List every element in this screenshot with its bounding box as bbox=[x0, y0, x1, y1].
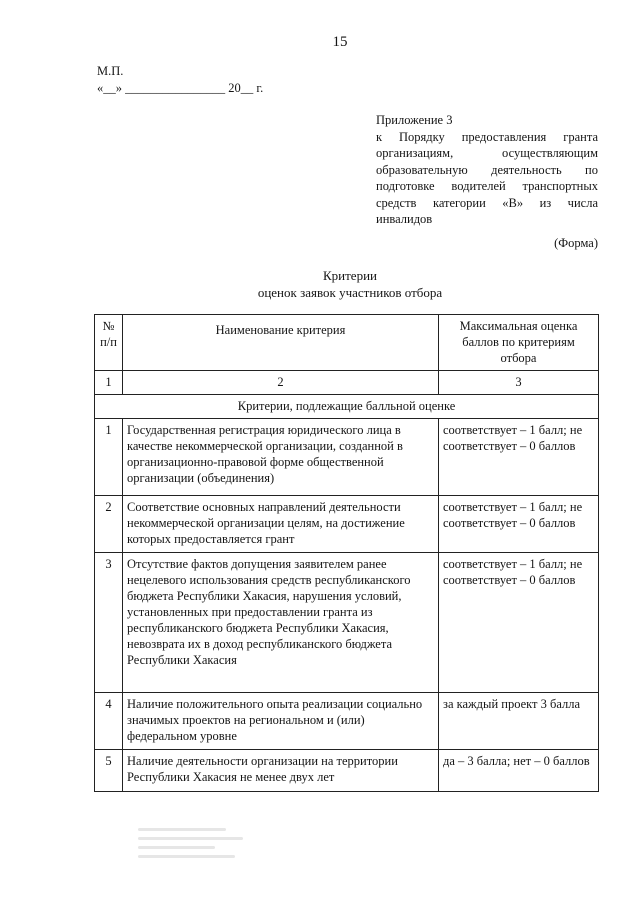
criterion-score: за каждый проект 3 балла bbox=[439, 693, 599, 750]
appendix-line-4: образовательную деятельность по bbox=[376, 162, 598, 177]
criterion-name: Соответствие основных направлений деятельности некоммерческой организации целям, на достижение которых предоставляется грант bbox=[123, 496, 439, 553]
header-name: Наименование критерия bbox=[123, 315, 439, 371]
column-index: 2 bbox=[123, 371, 439, 395]
section-row bbox=[95, 395, 599, 419]
table-row bbox=[95, 496, 599, 553]
document-title bbox=[210, 267, 490, 301]
row-number: 4 bbox=[95, 693, 123, 750]
row-number: 5 bbox=[95, 750, 123, 792]
row-number: 2 bbox=[95, 496, 123, 553]
appendix-line-1: Приложение 3 bbox=[376, 113, 453, 127]
section-title: Критерии, подлежащие балльной оценке bbox=[95, 395, 599, 419]
header-num: № п/п bbox=[95, 315, 123, 371]
appendix-block bbox=[376, 112, 598, 228]
table-row bbox=[95, 553, 599, 693]
column-index: 1 bbox=[95, 371, 123, 395]
form-label: (Форма) bbox=[554, 236, 598, 250]
page-number: 15 bbox=[332, 34, 348, 50]
mp-label: М.П. bbox=[97, 64, 124, 78]
criterion-score: да – 3 балла; нет – 0 баллов bbox=[439, 750, 599, 792]
table-header-row bbox=[95, 315, 599, 371]
table-row bbox=[95, 419, 599, 496]
appendix-line-5: подготовке водителей транспортных bbox=[376, 179, 598, 193]
criterion-score: соответствует – 1 балл; не соответствует – 0 баллов bbox=[439, 496, 599, 553]
criterion-name: Отсутствие фактов допущения заявителем ранее нецелевого использования средств республиканского бюджета Республики Хакасия, нарушения условий, установленных при предоставлении гранта из республиканского бюджета Республики Хакасия, невозврата их в доход республиканского бюджета Республики Хакасия bbox=[123, 553, 439, 693]
criterion-score: соответствует – 1 балл; не соответствует – 0 баллов bbox=[439, 553, 599, 693]
title-line-2: оценок заявок участников отбора bbox=[257, 285, 443, 300]
title-line-1: Критерии bbox=[323, 268, 377, 283]
row-number: 1 bbox=[95, 419, 123, 496]
appendix-line-2: к Порядку предоставления гранта bbox=[376, 129, 598, 144]
row-number: 3 bbox=[95, 553, 123, 693]
appendix-line-6: средств категории «В» из числа bbox=[376, 195, 598, 210]
criterion-name: Наличие положительного опыта реализации социально значимых проектов на региональном и (или) федеральном уровне bbox=[123, 693, 439, 750]
criterion-name: Наличие деятельности организации на территории Республики Хакасия не менее двух лет bbox=[123, 750, 439, 792]
table-row bbox=[95, 693, 599, 750]
table-row bbox=[95, 750, 599, 792]
appendix-line-3: организациям, осуществляющим bbox=[376, 146, 598, 160]
criterion-score: соответствует – 1 балл; не соответствует – 0 баллов bbox=[439, 419, 599, 496]
appendix-line-7: инвалидов bbox=[376, 212, 433, 226]
mp-signature-block bbox=[97, 63, 263, 97]
header-score: Максимальная оценка баллов по критериям отбора bbox=[439, 315, 599, 371]
criterion-name: Государственная регистрация юридического лица в качестве некоммерческой организации, созданной в организационно-правовой форме общественной организации (объединения) bbox=[123, 419, 439, 496]
criteria-table bbox=[94, 314, 599, 792]
faint-stamp-mark bbox=[138, 828, 248, 874]
date-line: «__» ________________ 20__ г. bbox=[97, 81, 264, 95]
column-index: 3 bbox=[439, 371, 599, 395]
column-index-row bbox=[95, 371, 599, 395]
